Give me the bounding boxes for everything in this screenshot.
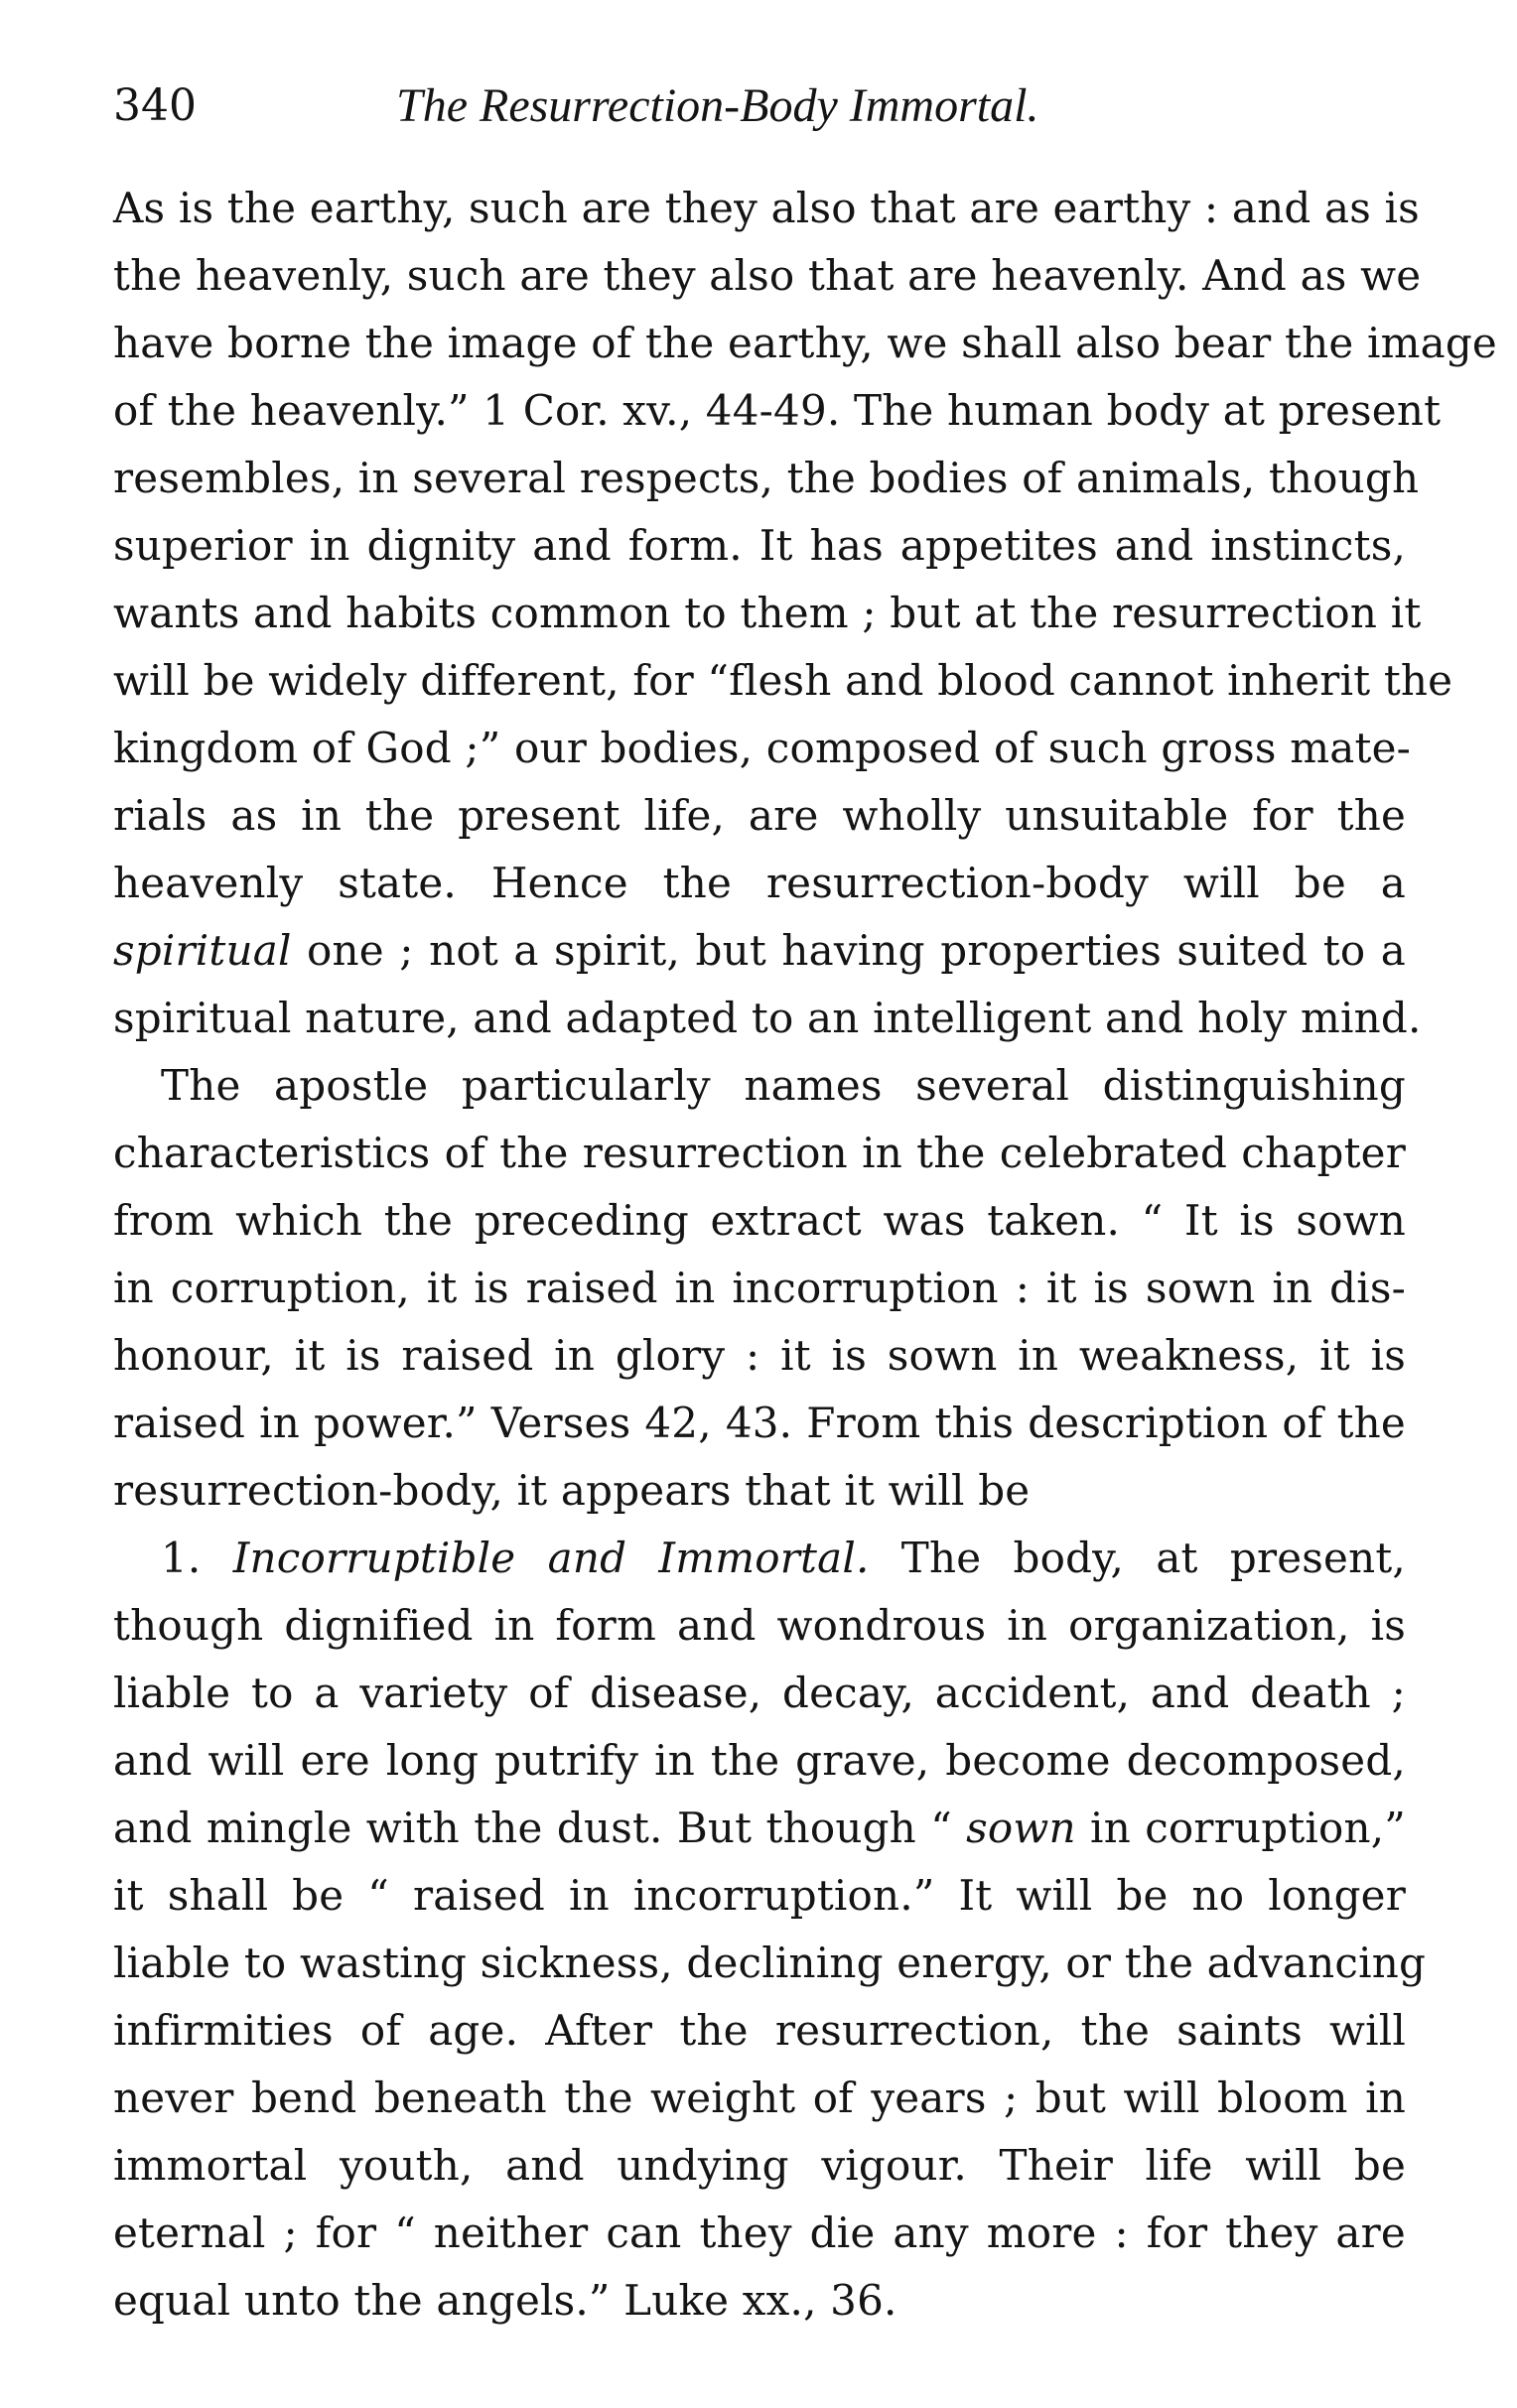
running-head [113,71,1106,141]
text-line: superior in dignity and form. It has appetites and instincts, [113,521,1406,570]
text-line: eternal ; for “ neither can they die any more : for they are [113,2208,1406,2257]
italic-word: sown [966,1804,1076,1852]
section-number: 1. [161,1534,233,1582]
text-line: from which the preceding extract was taken. “ It is sown [113,1196,1406,1245]
text-line: heavenly state. Hence the resurrection-body will be a [113,859,1406,907]
text-line: As is the earthy, such are they also that are earthy : and as is [113,184,1420,232]
paragraph-first-line: The apostle particularly names several distinguishing [161,1061,1406,1110]
text-line: have borne the image of the earthy, we shall also bear the image [113,319,1497,367]
italic-word: spiritual [113,926,292,975]
text-line: rials as in the present life, are wholly unsuitable for the [113,791,1406,840]
text-line: of the heavenly.” 1 Cor. xv., 44-49. The human body at present [113,386,1442,435]
body-text [113,175,1497,2335]
text-line: the heavenly, such are they also that are heavenly. And as we [113,251,1422,300]
text-line: will be widely different, for “flesh and blood cannot inherit the [113,656,1453,705]
text-line: liable to wasting sickness, declining energy, or the advancing [113,1939,1427,1987]
text-line: spiritual nature, and adapted to an intelligent and holy mind. [113,994,1422,1042]
text-line: immortal youth, and undying vigour. Their life will be [113,2141,1406,2190]
text-line: in corruption, it is raised in incorruption : it is sown in dis- [113,1264,1406,1312]
section-heading-line: 1. Incorruptible and Immortal. The body, at present, [161,1534,1406,1582]
text-line: equal unto the angels.” Luke xx., 36. [113,2276,897,2325]
text-line: resembles, in several respects, the bodies of animals, though [113,454,1420,502]
text-line: honour, it is raised in glory : it is sown in weakness, it is [113,1331,1406,1380]
text-line: kingdom of God ;” our bodies, composed of such gross mate- [113,724,1412,772]
running-title: The Resurrection-Body Immortal. [396,79,1039,132]
text-line: never bend beneath the weight of years ; but will bloom in [113,2074,1406,2122]
text-line: wants and habits common to them ; but at the resurrection it [113,589,1422,637]
text-line: spiritual one ; not a spirit, but having properties suited to a [113,926,1406,975]
text-line: characteristics of the resurrection in the celebrated chapter [113,1129,1406,1177]
text-line: and will ere long putrify in the grave, become decomposed, [113,1736,1406,1785]
section-heading: Incorruptible and Immortal. [232,1534,870,1582]
text-line: resurrection-body, it appears that it will be [113,1466,1031,1515]
text-line: infirmities of age. After the resurrection, the saints will [113,2006,1406,2055]
text-line: though dignified in form and wondrous in organization, is [113,1601,1406,1650]
page-number: 340 [113,80,197,131]
text-line: it shall be “ raised in incorruption.” It will be no longer [113,1871,1406,1920]
text-line: raised in power.” Verses 42, 43. From this description of the [113,1399,1406,1447]
text-line: and mingle with the dust. But though “ sown in corruption,” [113,1804,1406,1852]
text-line: liable to a variety of disease, decay, accident, and death ; [113,1669,1406,1717]
